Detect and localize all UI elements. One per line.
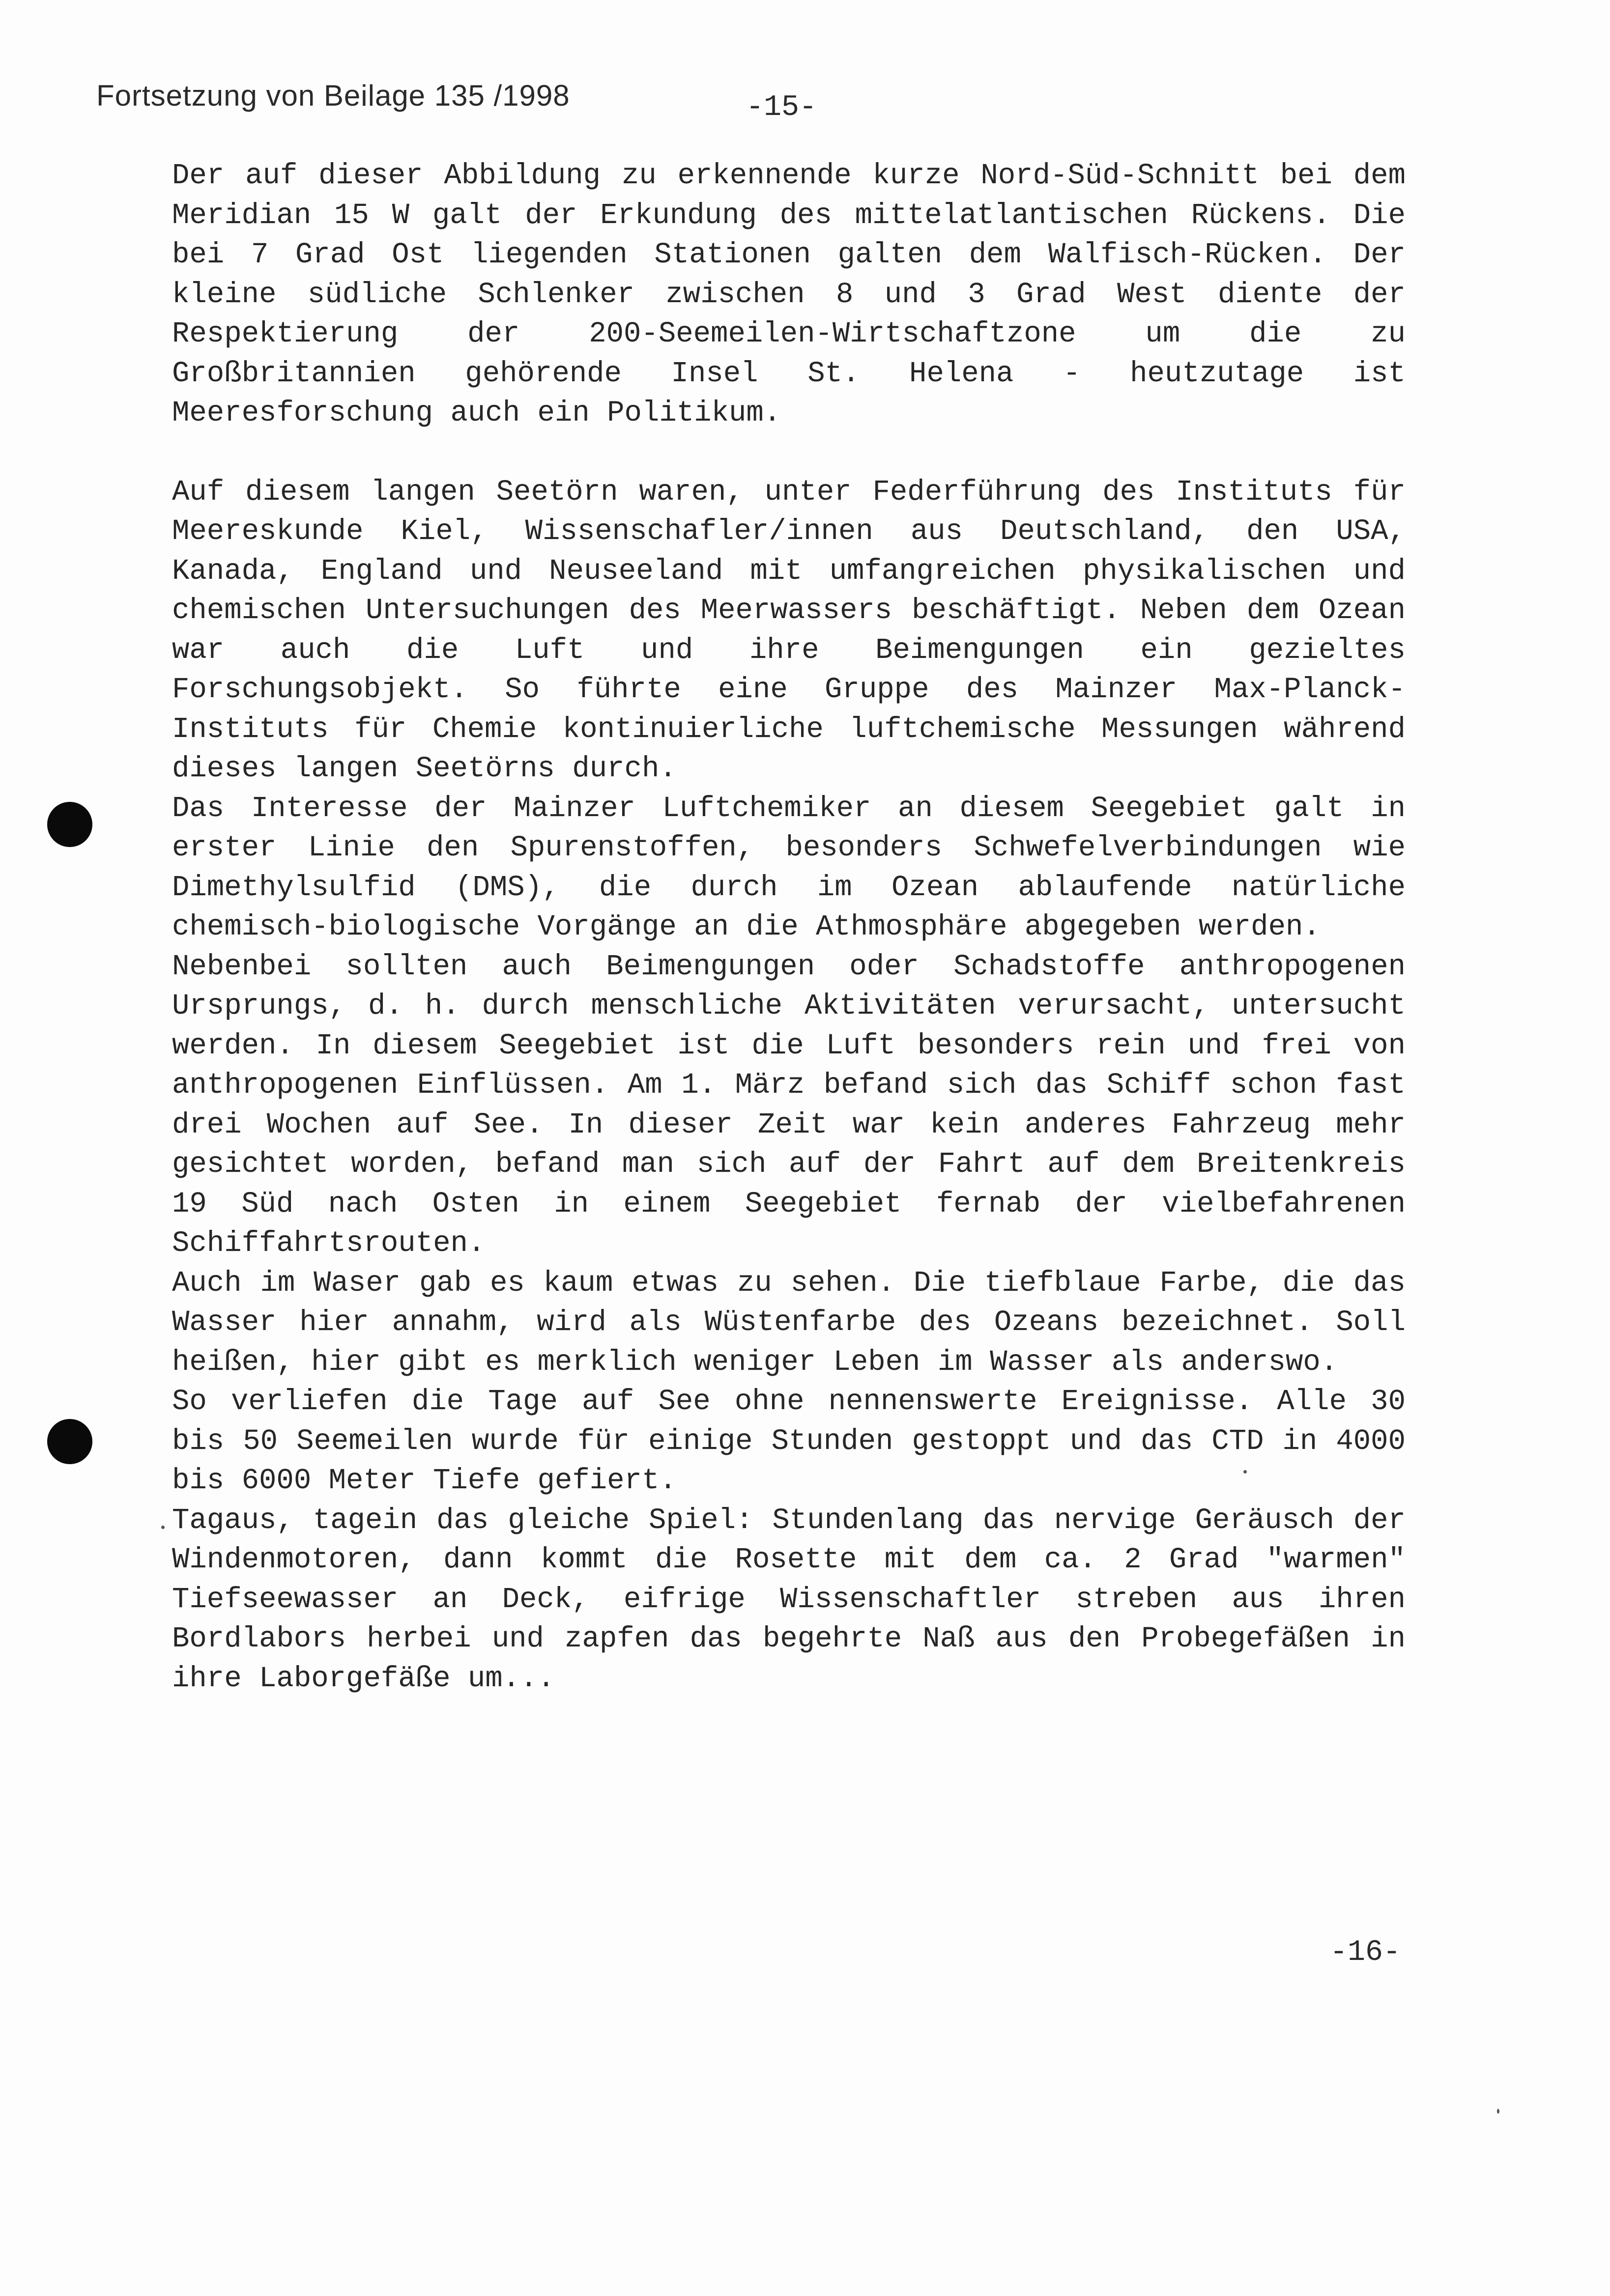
paragraph: Nebenbei sollten auch Beimengungen oder Schadstoffe anthropogenen Ursprungs, d. h. durch menschliche Aktivitäten verursacht, untersucht werden. In diesem Seegebiet ist die Luft besonders rein und frei von anthropogenen Einflüssen. Am 1. März befand sich das Schiff schon fast drei Wochen auf See. In dieser Zeit war kein anderes Fahrzeug mehr gesichtet worden, befand man sich auf der Fahrt auf dem Breitenkreis 19 Süd nach Osten in einem Seegebiet fernab der vielbefahrenen Schiffahrtsrouten. xyxy=(172,950,1406,1260)
body-text xyxy=(172,156,1406,1699)
page-number: -15- xyxy=(746,91,817,124)
scan-speck xyxy=(1243,1470,1247,1474)
paragraph: Das Interesse der Mainzer Luftchemiker an diesem Seegebiet galt in erster Linie den Spurenstoffen, besonders Schwefelverbindungen wie Dimethylsulfid (DMS), die durch im Ozean ablaufende natürliche chemisch-biologische Vorgänge an die Athmosphäre abgegeben werden. xyxy=(172,792,1406,943)
punch-hole xyxy=(47,1419,92,1464)
paragraph: So verliefen die Tage auf See ohne nennenswerte Ereignisse. Alle 30 bis 50 Seemeilen wurde für einige Stunden gestoppt und das CTD in 4000 bis 6000 Meter Tiefe gefiert. xyxy=(172,1385,1406,1497)
paragraph: Auf diesem langen Seetörn waren, unter Federführung des Instituts für Meereskunde Kiel, Wissenschafler/innen aus Deutschland, den USA, Kanada, England und Neuseeland mit umfangreichen physikalischen und chemischen Untersuchungen des Meerwassers beschäftigt. Neben dem Ozean war auch die Luft und ihre Beimengungen ein gezieltes Forschungsobjekt. So führte eine Gruppe des Mainzer Max-Planck-Instituts für Chemie kontinuierliche luftchemische Messungen während dieses langen Seetörns durch. xyxy=(172,475,1406,785)
punch-hole xyxy=(47,802,92,847)
header-title: Fortsetzung von Beilage 135 /1998 xyxy=(96,79,570,112)
scan-speck xyxy=(1497,2109,1499,2114)
next-page-number: -16- xyxy=(1330,1936,1401,1969)
paragraph: Der auf dieser Abbildung zu erkennende kurze Nord-Süd-Schnitt bei dem Meridian 15 W galt der Erkundung des mittelatlantischen Rückens. Die bei 7 Grad Ost liegenden Stationen galten dem Walfisch-Rücken. Der kleine südliche Schlenker zwischen 8 und 3 Grad West diente der Respektierung der 200-Seemeilen-Wirtschaftzone um die zu Großbritannien gehörende Insel St. Helena - heutzutage ist Meeresforschung auch ein Politikum. xyxy=(172,159,1406,429)
paragraph: Tagaus, tagein das gleiche Spiel: Stundenlang das nervige Geräusch der Windenmotoren, dann kommt die Rosette mit dem ca. 2 Grad "warmen" Tiefseewasser an Deck, eifrige Wissenschaftler streben aus ihren Bordlabors herbei und zapfen das begehrte Naß aus den Probegefäßen in ihre Laborgefäße um... xyxy=(172,1503,1406,1695)
scan-speck xyxy=(161,1526,165,1529)
paragraph: Auch im Waser gab es kaum etwas zu sehen. Die tiefblaue Farbe, die das Wasser hier annahm, wird als Wüstenfarbe des Ozeans bezeichnet. Soll heißen, hier gibt es merklich weniger Leben im Wasser als anderswo. xyxy=(172,1266,1406,1379)
